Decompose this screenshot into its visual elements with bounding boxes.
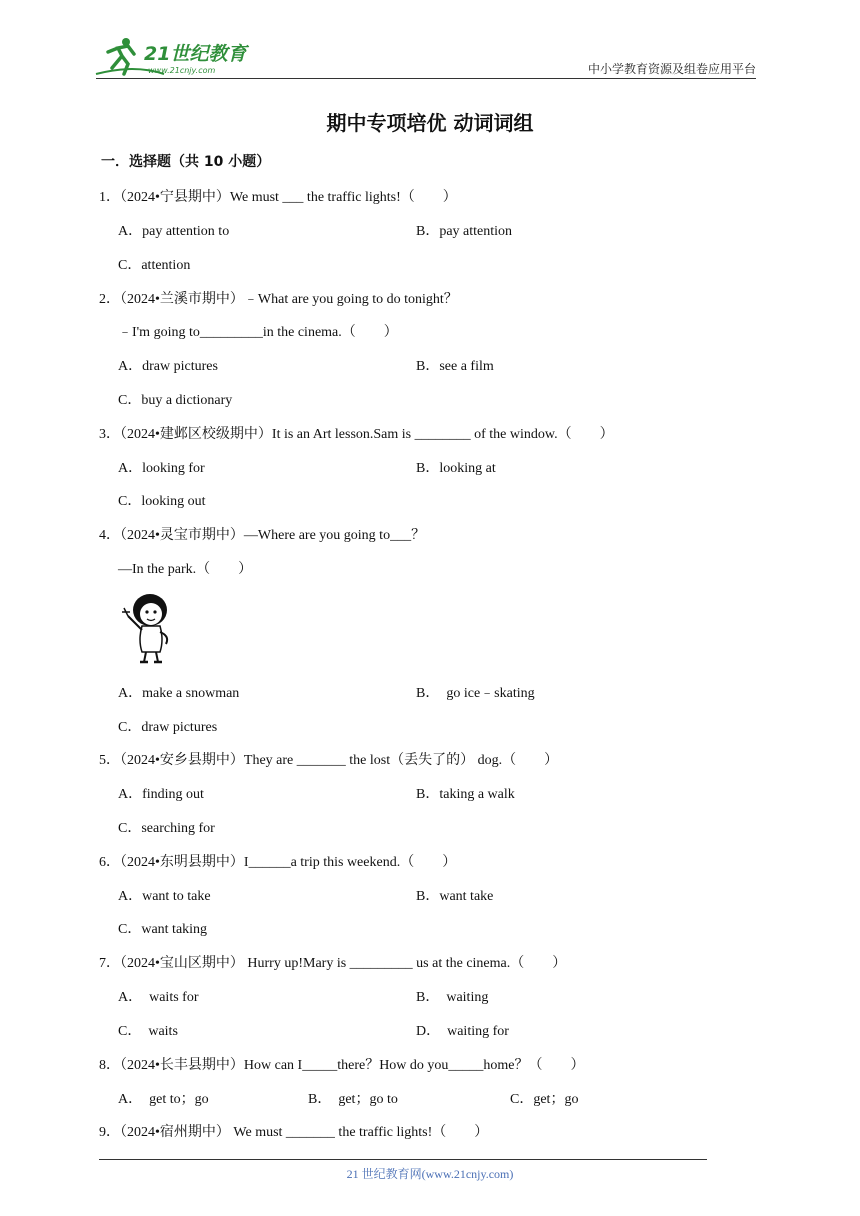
footer-divider [99,1159,707,1160]
question-1-option-b: B．pay attention [416,224,513,239]
question-5-option-b: B．taking a walk [416,787,515,802]
question-4-option-c: C．draw pictures [118,720,218,735]
question-8-option-c: C．get；go [510,1092,579,1107]
question-4-stem-line2: —In the park.（ ） [118,562,253,577]
question-2-option-c: C．buy a dictionary [118,393,233,408]
question-7-option-c: C． waits [118,1024,178,1039]
question-5-stem: 5．（2024•安乡县期中）They are _______ the lost（丢失了的） dog.（ ） [99,753,559,768]
logo-text: 21世纪教育 [144,43,247,65]
question-7-stem: 7．（2024•宝山区期中） Hurry up!Mary is _________ us at the cinema.（ ） [99,956,567,971]
question-1-stem: 1．（2024•宁县期中）We must ___ the traffic lights!（ ） [99,190,457,205]
girl-drawing-illustration [116,590,176,665]
section-heading: 一．选择题（共 10 小题） [101,154,271,170]
question-9-stem: 9．（2024•宿州期中） We must _______ the traffic lights!（ ） [99,1125,489,1140]
site-logo [94,34,264,78]
question-1-option-a: A．pay attention to [118,224,230,239]
question-3-option-b: B．looking at [416,461,496,476]
question-2-option-b: B．see a film [416,359,494,374]
question-8-stem: 8．（2024•长丰县期中）How can I_____there？How do you_____home？（ ） [99,1058,585,1073]
footer-link[interactable]: 21 世纪教育网(www.21cnjy.com) [346,1167,514,1181]
question-3-option-c: C．looking out [118,494,206,509]
logo-url: www.21cnjy.com [148,66,216,75]
question-7-option-b: B． waiting [416,990,489,1005]
question-7-option-d: D． waiting for [416,1024,509,1039]
question-4-stem: 4．（2024•灵宝市期中）—Where are you going to___？ [99,528,426,543]
question-6-option-b: B．want take [416,889,494,904]
question-8-option-b: B． get；go to [308,1092,398,1107]
question-7-option-a: A． waits for [118,990,199,1005]
question-6-option-c: C．want taking [118,922,208,937]
question-3-stem: 3．（2024•建邺区校级期中）It is an Art lesson.Sam is ________ of the window.（ ） [99,427,614,442]
question-2-stem: 2．（2024•兰溪市期中）﹣What are you going to do tonight？ [99,292,458,307]
question-2-option-a: A．draw pictures [118,359,218,374]
question-4-option-b: B． go ice﹣skating [416,686,535,701]
question-4-option-a: A．make a snowman [118,686,240,701]
question-8-option-a: A． get to；go [118,1092,209,1107]
page-title: 期中专项培优 动词词组 [326,111,534,135]
question-6-option-a: A．want to take [118,889,211,904]
question-6-stem: 6．（2024•东明县期中）I______a trip this weekend.（ ） [99,855,457,870]
header-platform-text: 中小学教育资源及组卷应用平台 [587,62,756,76]
question-5-option-a: A．finding out [118,787,204,802]
question-1-option-c: C．attention [118,258,191,273]
header-divider [96,78,756,79]
question-5-option-c: C．searching for [118,821,215,836]
question-3-option-a: A．looking for [118,461,205,476]
question-2-stem-line2: ﹣I'm going to_________in the cinema.（ ） [118,325,398,340]
